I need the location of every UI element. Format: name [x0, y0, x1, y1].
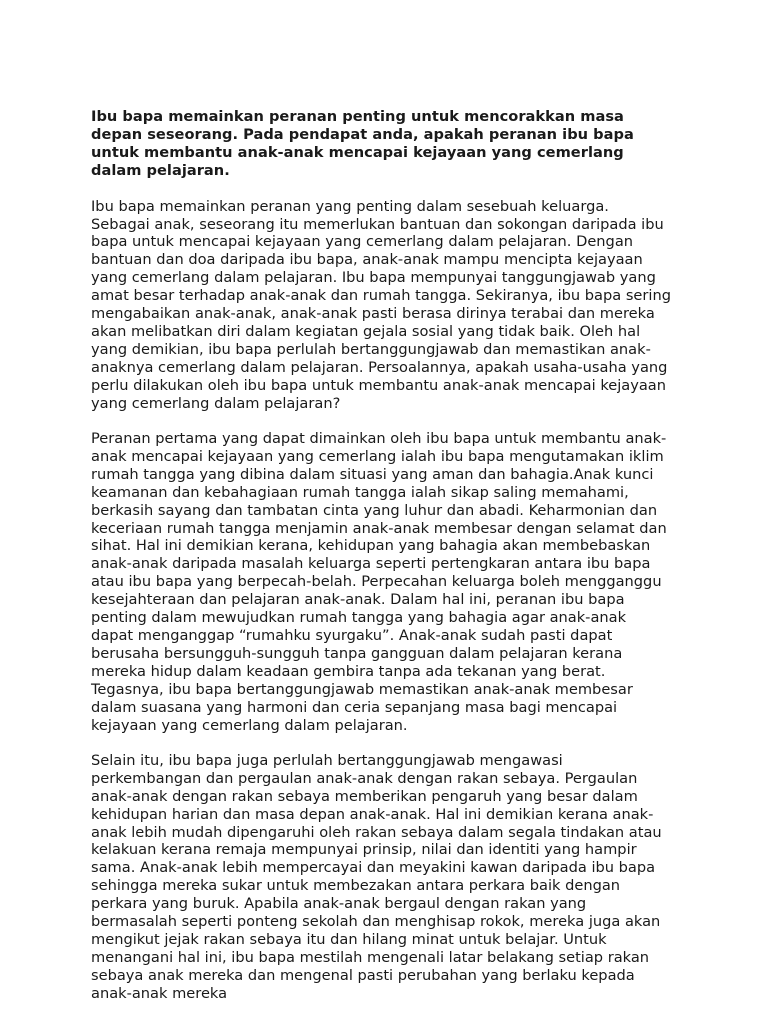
document-body — [91, 108, 671, 1020]
paragraph-introduction: Ibu bapa memainkan peranan yang penting dalam sesebuah keluarga. Sebagai anak, seseorang itu memerlukan bantuan dan sokongan daripada ibu bapa untuk mencapai kejayaan yang cemerlang dalam pelajaran. Dengan bantuan dan doa daripada ibu bapa, anak-anak mampu mencipta kejayaan yang cemerlang dalam pelajaran. Ibu bapa mempunyai tanggungjawab yang amat besar terhadap anak-anak dan rumah tangga. Sekiranya, ibu bapa sering mengabaikan anak-anak, anak-anak pasti berasa dirinya terabai dan mereka akan melibatkan diri dalam kegiatan gejala sosial yang tidak baik. Oleh hal yang demikian, ibu bapa perlulah bertanggungjawab dan memastikan anak-anaknya cemerlang dalam pelajaran. Persoalannya, apakah usaha-usaha yang perlu dilakukan oleh ibu bapa untuk membantu anak-anak mencapai kejayaan yang cemerlang dalam pelajaran? — [91, 197, 671, 412]
essay-question-title: Ibu bapa memainkan peranan penting untuk mencorakkan masa depan seseorang. Pada pendapat anda, apakah peranan ibu bapa untuk membantu anak-anak mencapai kejayaan yang cemerlang dalam pelajaran. — [91, 108, 634, 179]
paragraph-first-point: Peranan pertama yang dapat dimainkan oleh ibu bapa untuk membantu anak-anak mencapai kejayaan yang cemerlang ialah ibu bapa mengutamakan iklim rumah tangga yang dibina dalam situasi yang aman dan bahagia.Anak kunci keamanan dan kebahagiaan rumah tangga ialah sikap saling memahami, berkasih sayang dan tambatan cinta yang luhur dan abadi. Keharmonian dan keceriaan rumah tangga menjamin anak-anak membesar dengan selamat dan sihat. Hal ini demikian kerana, kehidupan yang bahagia akan membebaskan anak-anak daripada masalah keluarga seperti pertengkaran antara ibu bapa atau ibu bapa yang berpecah-belah. Perpecahan keluarga boleh mengganggu kesejahteraan dan pelajaran anak-anak. Dalam hal ini, peranan ibu bapa penting dalam mewujudkan rumah tangga yang bahagia agar anak-anak dapat menganggap “rumahku syurgaku”. Anak-anak sudah pasti dapat berusaha bersungguh-sungguh tanpa gangguan dalam pelajaran kerana mereka hidup dalam keadaan gembira tanpa ada tekanan yang berat. Tegasnya, ibu bapa bertanggungjawab memastikan anak-anak membesar dalam suasana yang harmoni dan ceria sepanjang masa bagi mencapai kejayaan yang cemerlang dalam pelajaran. — [91, 430, 667, 734]
paragraph-second-point: Selain itu, ibu bapa juga perlulah bertanggungjawab mengawasi perkembangan dan pergaulan anak-anak dengan rakan sebaya. Pergaulan anak-anak dengan rakan sebaya memberikan pengaruh yang besar dalam kehidupan harian dan masa depan anak-anak. Hal ini demikian kerana anak-anak lebih mudah dipengaruhi oleh rakan sebaya dalam segala tindakan atau kelakuan kerana remaja mempunyai prinsip, nilai dan identiti yang hampir sama. Anak-anak lebih mempercayai dan meyakini kawan daripada ibu bapa sehingga mereka sukar untuk membezakan antara perkara baik dengan perkara yang buruk. Apabila anak-anak bergaul dengan rakan yang bermasalah seperti ponteng sekolah dan menghisap rokok, mereka juga akan mengikut jejak rakan sebaya itu dan hilang minat untuk belajar. Untuk menangani hal ini, ibu bapa mestilah mengenali latar belakang setiap rakan sebaya anak mereka dan mengenal pasti perubahan yang berlaku kepada anak-anak mereka — [91, 751, 662, 1002]
